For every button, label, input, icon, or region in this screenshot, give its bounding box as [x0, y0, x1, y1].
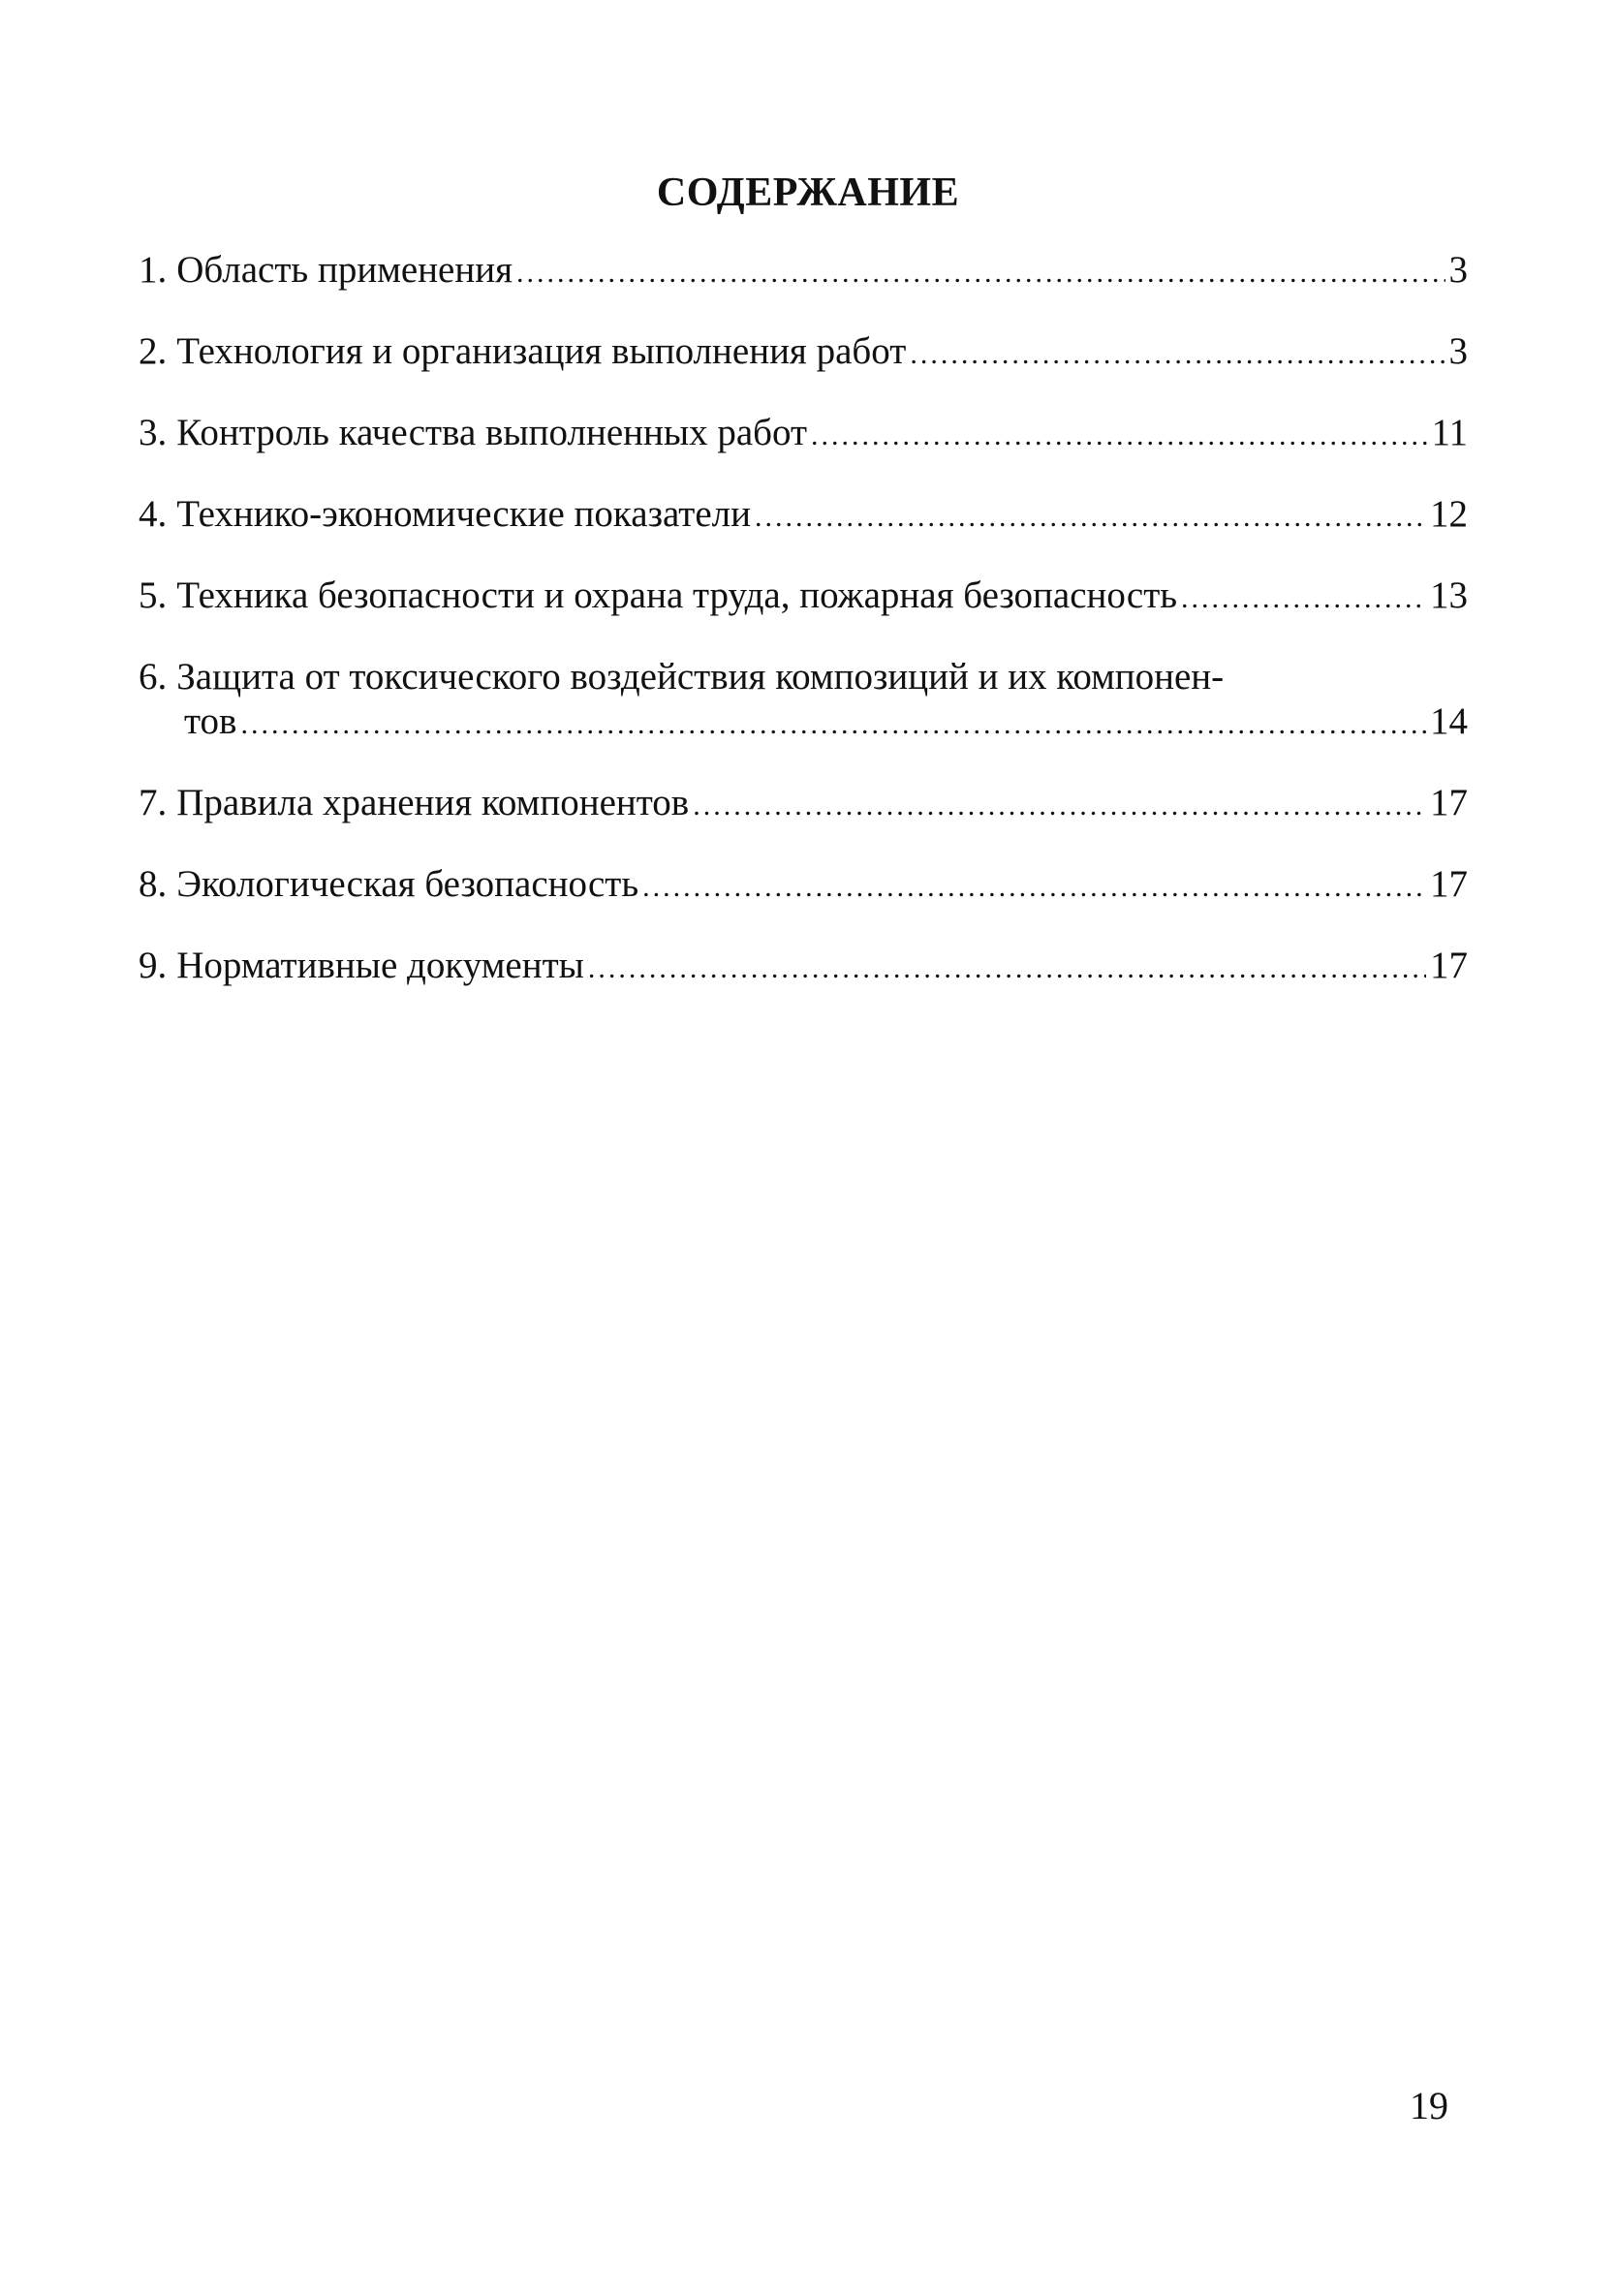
toc-entry-label: Контроль качества выполненных работ [176, 412, 808, 453]
dot-leader [240, 702, 1426, 747]
toc-entry-number: 1. [139, 249, 168, 291]
page-number: 19 [1410, 2084, 1448, 2127]
toc-entry-label: Технология и организация выполнения работ [176, 330, 907, 372]
toc-entry [139, 411, 1468, 458]
dot-leader [642, 865, 1426, 910]
toc-entry [139, 655, 1468, 747]
toc-entry-number: 6. [139, 656, 168, 698]
toc-entry-number: 5. [139, 574, 168, 616]
table-of-contents [139, 248, 1468, 991]
dot-leader [811, 414, 1427, 458]
dot-leader [910, 332, 1445, 377]
toc-entry-page: 3 [1448, 330, 1468, 372]
toc-entry [139, 862, 1468, 910]
dot-leader [693, 784, 1426, 828]
dot-leader [1181, 576, 1426, 621]
toc-entry-label: Правила хранения компонентов [176, 782, 690, 823]
toc-entry [139, 574, 1468, 621]
toc-entry-label-continued: тов [184, 700, 237, 742]
toc-entry-label: Область применения [176, 249, 513, 291]
toc-entry-number: 9. [139, 945, 168, 986]
toc-entry-page: 17 [1430, 782, 1468, 823]
toc-entry [139, 329, 1468, 377]
toc-entry-page: 17 [1430, 945, 1468, 986]
toc-entry-label: Нормативные документы [176, 945, 584, 986]
toc-entry-page: 3 [1448, 249, 1468, 291]
dot-leader [588, 946, 1426, 991]
toc-entry-page: 17 [1430, 863, 1468, 905]
toc-entry [139, 781, 1468, 828]
toc-entry-number: 4. [139, 493, 168, 535]
toc-entry-number: 3. [139, 412, 168, 453]
toc-entry-page: 13 [1430, 574, 1468, 616]
dot-leader [755, 495, 1426, 540]
toc-entry [139, 944, 1468, 991]
toc-entry-label: Защита от токсического воздействия композиций и их компонен- [176, 656, 1225, 698]
toc-entry-page: 11 [1431, 412, 1468, 453]
toc-entry-number: 7. [139, 782, 168, 823]
toc-entry-number: 8. [139, 863, 168, 905]
dot-leader [516, 251, 1445, 295]
toc-entry [139, 492, 1468, 540]
toc-entry-label: Экологическая безопасность [176, 863, 639, 905]
toc-title: СОДЕРЖАНИЕ [656, 171, 960, 215]
toc-entry-number: 2. [139, 330, 168, 372]
toc-entry [139, 248, 1468, 295]
toc-entry-label: Технико-экономические показатели [176, 493, 751, 535]
toc-entry-label: Техника безопасности и охрана труда, пожарная безопасность [176, 574, 1178, 616]
toc-entry-page: 14 [1430, 700, 1468, 742]
toc-entry-page: 12 [1430, 493, 1468, 535]
